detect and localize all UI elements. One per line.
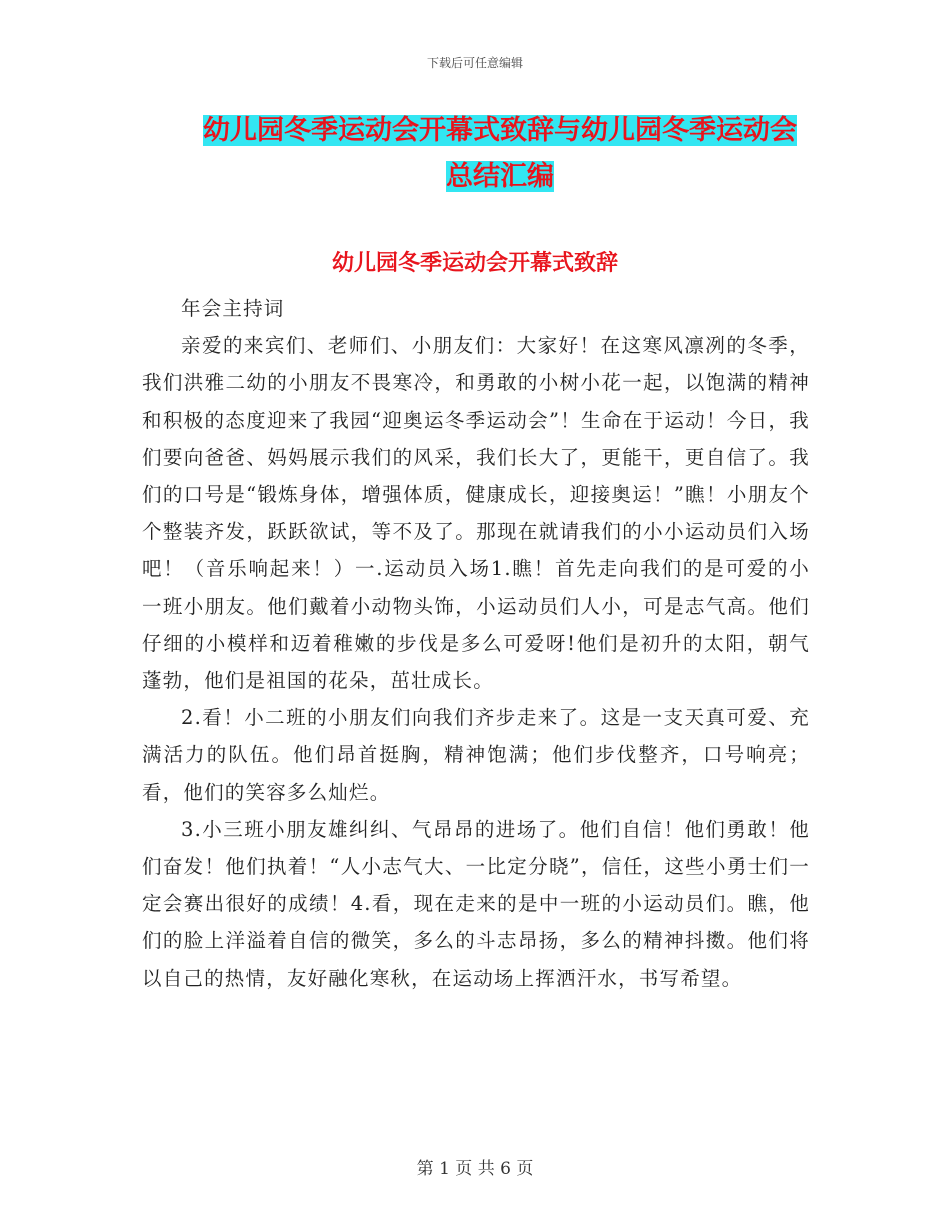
section-title: 幼儿园冬季运动会开幕式致辞	[331, 250, 618, 276]
document-body	[142, 290, 810, 997]
body-paragraph: 3.小三班小朋友雄纠纠、气昂昂的进场了。他们自信！他们勇敢！他们奋发！他们执着！“人小志气大、一比定分晓”，信任，这些小勇士们一定会赛出很好的成绩！4.看，现在走来的是中一班的小运动员们。瞧，他们的脸上洋溢着自信的微笑，多么的斗志昂扬，多么的精神抖擞。他们将以自己的热情，友好融化寒秋，在运动场上挥洒汗水，书写希望。	[142, 817, 810, 990]
document-title-text: 幼儿园冬季运动会开幕式致辞与幼儿园冬季运动会总结汇编	[203, 115, 797, 192]
body-paragraph: 亲爱的来宾们、老师们、小朋友们：大家好！在这寒风凛冽的冬季，我们洪雅二幼的小朋友不畏寒冷，和勇敢的小树小花一起，以饱满的精神和积极的态度迎来了我园“迎奥运冬季运动会”！生命在于运动！今日，我们要向爸爸、妈妈展示我们的风采，我们长大了，更能干，更自信了。我们的口号是“锻炼身体，增强体质，健康成长，迎接奥运！”瞧！小朋友个个整装齐发，跃跃欲试，等不及了。那现在就请我们的小小运动员们入场吧！（音乐响起来！）一.运动员入场1.瞧！首先走向我们的是可爱的小一班小朋友。他们戴着小动物头饰，小运动员们人小，可是志气高。他们仔细的小模样和迈着稚嫩的步伐是多么可爱呀!他们是初升的太阳，朝气蓬勃，他们是祖国的花朵，茁壮成长。	[142, 334, 810, 693]
body-paragraph: 2.看！小二班的小朋友们向我们齐步走来了。这是一支天真可爱、充满活力的队伍。他们昂首挺胸，精神饱满；他们步伐整齐，口号响亮；看，他们的笑容多么灿烂。	[142, 706, 810, 804]
body-paragraph: 年会主持词	[181, 297, 285, 320]
page-header-note: 下载后可任意编辑	[426, 56, 523, 70]
document-title	[190, 108, 810, 200]
page-number: 第 1 页 共 6 页	[416, 1159, 534, 1179]
